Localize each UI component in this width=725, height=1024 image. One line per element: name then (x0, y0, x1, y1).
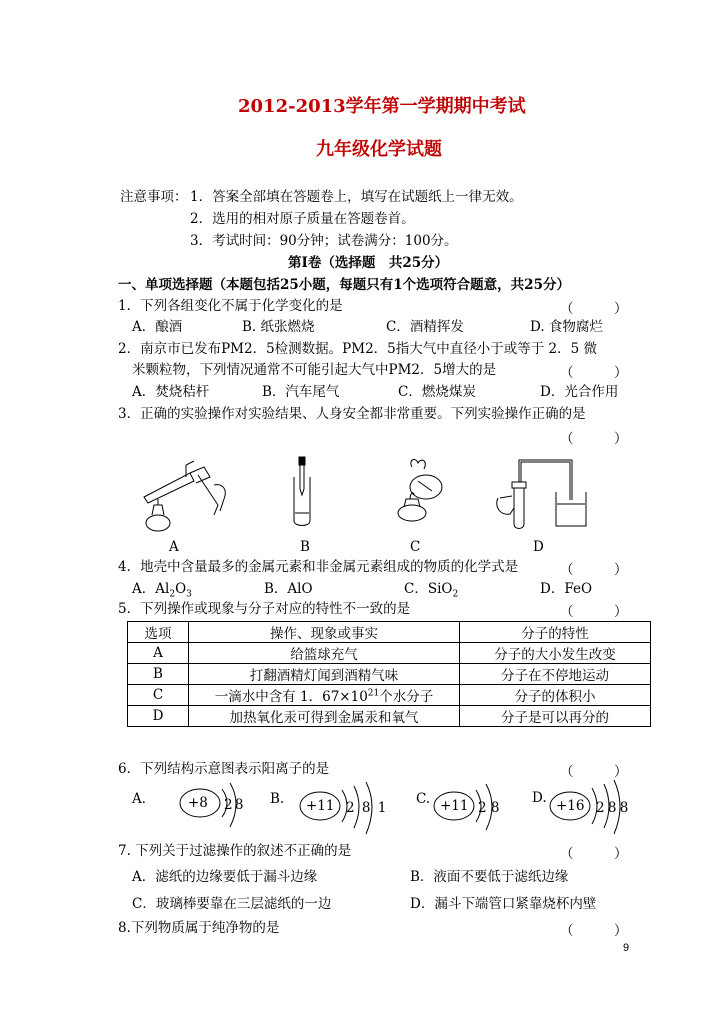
q5-table (127, 621, 651, 727)
table-row (128, 706, 651, 727)
q6-atom-diagram-b (298, 782, 408, 838)
q1-stem: 1．下列各组变化不属于化学变化的是 (118, 298, 343, 314)
q3-stem: 3．正确的实验操作对实验结果、人身安全都非常重要。下列实验操作正确的是 (118, 406, 586, 422)
q6-stem: 6．下列结构示意图表示阳离子的是 (118, 761, 330, 777)
q4-option-d: D．FeO (540, 581, 593, 597)
q4-answer-paren: （ ） (560, 562, 628, 578)
table-header-cell: 选项 (128, 622, 189, 643)
q2-option-d: D．光合作用 (540, 384, 619, 400)
table-cell-fact: 打翻酒精灯闻到酒精气味 (189, 664, 460, 685)
table-header-cell: 操作、现象或事实 (189, 622, 460, 643)
q6-option-a-label: A． (132, 791, 156, 807)
q3-label-a: A (169, 539, 179, 555)
q4-option-c: C．SiO$_2$ (404, 581, 459, 600)
table-cell-property: 分子是可以再分的 (460, 706, 651, 727)
q1-option-c: C．酒精挥发 (386, 319, 464, 335)
table-cell-option: D (128, 706, 189, 727)
q3-picture-c-alcohol-lamps (388, 455, 453, 530)
q8-stem: 8.下列物质属于纯净物的是 (118, 920, 280, 936)
q2-answer-paren: （ ） (560, 365, 628, 381)
q6-atom-diagram-c (432, 782, 532, 838)
q2-option-b: B．汽车尾气 (262, 384, 340, 400)
q4-stem: 4．地壳中含量最多的金属元素和非金属元素组成的物质的化学式是 (118, 559, 519, 575)
q7-stem: 7. 下列关于过滤操作的叙述不正确的是 (118, 843, 352, 859)
q1-answer-paren: （ ） (560, 301, 628, 317)
table-cell-fact: 加热氧化汞可得到金属汞和氧气 (189, 706, 460, 727)
q5-answer-paren: （ ） (560, 604, 628, 620)
table-cell-option: B (128, 664, 189, 685)
notice-label: 注意事项： (120, 189, 188, 205)
table-row (128, 685, 651, 706)
q3-label-d: D (533, 539, 544, 555)
q7-option-b: B．液面不要低于滤纸边缘 (410, 869, 569, 885)
nucleus-charge: +11 (306, 798, 335, 814)
electron-shells: 2 8 8 (596, 800, 629, 816)
q3-picture-b-dropper (288, 455, 318, 530)
q7-option-a: A．滤纸的边缘要低于漏斗边缘 (132, 869, 318, 885)
part1-title: 第Ⅰ卷（选择题 共25分） (288, 255, 449, 271)
electron-shells: 2 8 (224, 797, 244, 813)
table-cell-fact: 一滴水中含有 1．$67\times 10^{21}$个水分子 (189, 685, 460, 706)
nucleus-charge: +8 (188, 795, 208, 811)
page-number: 9 (623, 942, 630, 954)
table-cell-option: A (128, 643, 189, 664)
q6-atom-diagram-d (548, 780, 658, 836)
q4-option-b: B．AlO (264, 581, 313, 597)
q3-answer-paren: （ ） (560, 431, 628, 447)
table-cell-option: C (128, 685, 189, 706)
table-cell-property: 分子的体积小 (460, 685, 651, 706)
table-cell-property: 分子的大小发生改变 (460, 643, 651, 664)
q2-stem-line2: 米颗粒物，下列情况通常不可能引起大气中PM2．5增大的是 (132, 362, 497, 378)
q2-option-a: A．焚烧秸杆 (132, 384, 210, 400)
q3-picture-a-test-tube-heating (138, 455, 238, 535)
nucleus-charge: +16 (556, 798, 585, 814)
table-cell-property: 分子在不停地运动 (460, 664, 651, 685)
exam-subtitle: 九年级化学试题 (316, 139, 442, 160)
q6-option-c-label: C. (416, 791, 431, 807)
q1-option-b: B. 纸张燃烧 (242, 319, 315, 335)
q2-stem-line1: 2．南京市已发布PM2．5检测数据。PM2．5指大气中直径小于或等于 2．5 微 (118, 341, 598, 357)
electron-shells: 2 8 (478, 800, 500, 816)
q7-option-c: C．玻璃棒要靠在三层滤纸的一边 (132, 896, 332, 912)
q6-answer-paren: （ ） (560, 764, 628, 780)
table-header-row (128, 622, 651, 643)
electron-shells: 2 8 1 (346, 800, 387, 816)
q7-answer-paren: （ ） (560, 846, 628, 862)
table-row (128, 643, 651, 664)
q5-stem: 5．下列操作或现象与分子对应的特性不一致的是 (118, 601, 411, 617)
section1-title: 一、单项选择题（本题包括25小题，每题只有1个选项符合题意，共25分） (118, 277, 570, 293)
nucleus-charge: +11 (440, 798, 469, 814)
exam-title: 2012-2013学年第一学期期中考试 (238, 96, 526, 117)
q1-option-d: D. 食物腐烂 (530, 319, 603, 335)
notice-item-1: 1．答案全部填在答题卷上，填写在试题纸上一律无效。 (190, 189, 523, 205)
table-header-cell: 分子的特性 (460, 622, 651, 643)
q7-option-d: D．漏斗下端管口紧靠烧杯内壁 (410, 896, 597, 912)
notice-item-3: 3．考试时间：90分钟；试卷满分：100分。 (190, 233, 458, 249)
q4-option-a: A．$Al_2O_3$ (132, 581, 192, 600)
q2-option-c: C．燃烧煤炭 (398, 384, 476, 400)
table-row (128, 664, 651, 685)
q8-answer-paren: （ ） (560, 923, 628, 939)
q3-picture-d-airtightness-check (490, 452, 590, 532)
q6-option-b-label: B. (270, 791, 285, 807)
q6-option-d-label: D. (532, 790, 547, 806)
notice-item-2: 2．选用的相对原子质量在答题卷首。 (190, 211, 415, 227)
q1-option-a: A．酿酒 (132, 319, 183, 335)
table-cell-fact: 给篮球充气 (189, 643, 460, 664)
q3-label-c: C (410, 539, 421, 555)
q3-label-b: B (300, 539, 310, 555)
